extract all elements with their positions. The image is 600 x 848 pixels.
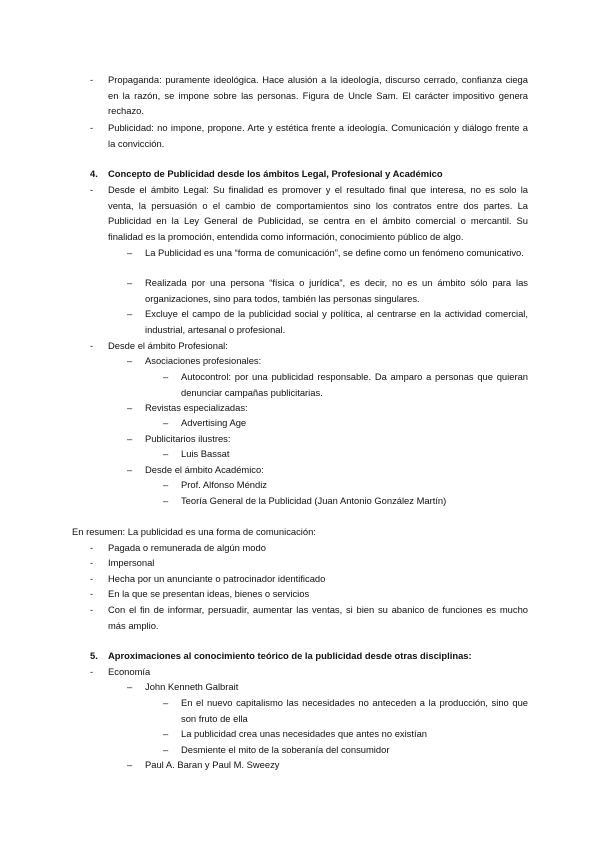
bullet-dash: -: [90, 74, 94, 85]
mendiz-text: Prof. Alfonso Méndiz: [181, 479, 267, 490]
bullet-dash: –: [163, 728, 169, 739]
legal-sub-text: Excluye el campo de la publicidad social y política, al centrarse en la actividad comercial, industrial, artesanal o profesional.: [145, 308, 528, 335]
autocontrol-text: Autocontrol: por una publicidad responsable. Da amparo a personas que quieran denunciar campañas publicitarias.: [181, 371, 528, 398]
list-item: [127, 245, 528, 261]
list-item: [127, 757, 528, 773]
summary-text: En la que se presentan ideas, bienes o servicios: [108, 588, 310, 599]
publicitarios-text: Publicitarios ilustres:: [145, 433, 231, 444]
bullet-dash: -: [90, 573, 94, 584]
list-item-legal: [90, 182, 528, 245]
list-item: [90, 664, 528, 680]
bullet-dash: –: [127, 681, 133, 692]
section-title: Aproximaciones al conocimiento teórico de la publicidad desde otras disciplinas:: [108, 650, 472, 661]
bullet-dash: –: [127, 433, 133, 444]
legal-text: Desde el ámbito Legal: Su finalidad es promover y el resultado final que interesa, no es solo la venta, la persuasión o el cambio de comportamientos sino los contratos entre dos partes. La Publicidad en la Ley General de Publicidad, se centra en el ámbito comercial o mercantil. Su finalidad es la promoción, entendida como información, conocimiento público de algo.: [108, 184, 528, 243]
list-item: [163, 695, 528, 726]
list-item-profesional: [90, 338, 528, 354]
summary-text: Pagada o remunerada de algún modo: [108, 542, 266, 553]
list-item: [127, 275, 528, 306]
galbrait-point-text: En el nuevo capitalismo las necesidades no anteceden a la producción, sino que son fruto de ella: [181, 697, 528, 724]
bullet-dash: –: [163, 479, 169, 490]
galbrait-point-text: La publicidad crea unas necesidades que antes no existían: [181, 728, 428, 739]
list-item: [163, 477, 528, 493]
section-number: 4.: [90, 168, 98, 179]
list-item: [127, 462, 528, 478]
advertising-age-text: Advertising Age: [181, 417, 247, 428]
bullet-dash: –: [163, 495, 169, 506]
section-title: Concepto de Publicidad desde los ámbitos Legal, Profesional y Académico: [108, 168, 443, 179]
bullet-dash: -: [90, 122, 94, 133]
bullet-dash: –: [127, 759, 133, 770]
bullet-dash: –: [163, 417, 169, 428]
section-heading-4: [90, 166, 528, 182]
legal-sub-text: La Publicidad es una “forma de comunicación”, se define como un fenómeno comunicativo.: [145, 247, 524, 258]
bullet-dash: -: [90, 604, 94, 615]
asociaciones-text: Asociaciones profesionales:: [145, 355, 262, 366]
list-item: [90, 120, 528, 151]
bullet-text-propaganda: Propaganda: puramente ideológica. Hace alusión a la ideología, discurso cerrado, confianza ciega en la razón, se impone sobre las personas. Figura de Uncle Sam. El carácter impositivo genera rechazo.: [108, 74, 528, 117]
list-item: [163, 493, 528, 509]
revistas-text: Revistas especializadas:: [145, 402, 248, 413]
list-item: [163, 446, 528, 462]
list-item: [127, 353, 528, 369]
bullet-dash: –: [163, 371, 169, 382]
list-item: [163, 369, 528, 400]
bullet-dash: –: [163, 448, 169, 459]
bullet-dash: –: [127, 464, 133, 475]
summary-intro: En resumen: La publicidad es una forma de comunicación:: [72, 526, 316, 537]
baran-text: Paul A. Baran y Paul M. Sweezy: [145, 759, 280, 770]
bullet-dash: –: [127, 277, 133, 288]
bullet-dash: –: [163, 697, 169, 708]
bullet-dash: –: [127, 308, 133, 319]
bullet-dash: –: [163, 744, 169, 755]
list-item: [163, 726, 528, 742]
galbrait-point-text: Desmiente el mito de la soberanía del consumidor: [181, 744, 390, 755]
bullet-dash: –: [127, 402, 133, 413]
bullet-dash: -: [90, 340, 94, 351]
summary-text: Con el fin de informar, persuadir, aumentar las ventas, si bien su abanico de funciones es mucho más amplio.: [108, 604, 528, 631]
bullet-dash: -: [90, 666, 94, 677]
summary-text: Hecha por un anunciante o patrocinador identificado: [108, 573, 326, 584]
profesional-text: Desde el ámbito Profesional:: [108, 340, 228, 351]
list-item: [127, 306, 528, 337]
list-item: [163, 415, 528, 431]
list-item: [90, 602, 528, 633]
summary-text: Impersonal: [108, 557, 155, 568]
bullet-text-publicidad: Publicidad: no impone, propone. Arte y estética frente a ideología. Comunicación y diálogo frente a la convicción.: [108, 122, 528, 149]
list-item: [127, 679, 528, 695]
bullet-dash: –: [127, 247, 133, 258]
list-item: [127, 431, 528, 447]
bullet-dash: -: [90, 588, 94, 599]
bullet-dash: -: [90, 542, 94, 553]
section-heading-5: [90, 648, 528, 664]
list-item: [90, 571, 528, 587]
list-item: [90, 540, 528, 556]
legal-sub-text: Realizada por una persona “física o jurídica”, es decir, no es un ámbito sólo para las organizaciones, sino para todos, también las personas singulares.: [145, 277, 528, 304]
list-item: [90, 586, 528, 602]
academico-text: Desde el ámbito Académico:: [145, 464, 264, 475]
bullet-dash: –: [127, 355, 133, 366]
list-item: [90, 72, 528, 119]
luis-bassat-text: Luis Bassat: [181, 448, 230, 459]
list-item: [90, 555, 528, 571]
teoria-text: Teoría General de la Publicidad (Juan Antonio González Martín): [181, 495, 447, 506]
list-item: [163, 742, 528, 758]
list-item: [127, 400, 528, 416]
economia-text: Economía: [108, 666, 151, 677]
section-number: 5.: [90, 650, 98, 661]
bullet-dash: -: [90, 184, 94, 195]
galbrait-text: John Kenneth Galbrait: [145, 681, 239, 692]
bullet-dash: -: [90, 557, 94, 568]
